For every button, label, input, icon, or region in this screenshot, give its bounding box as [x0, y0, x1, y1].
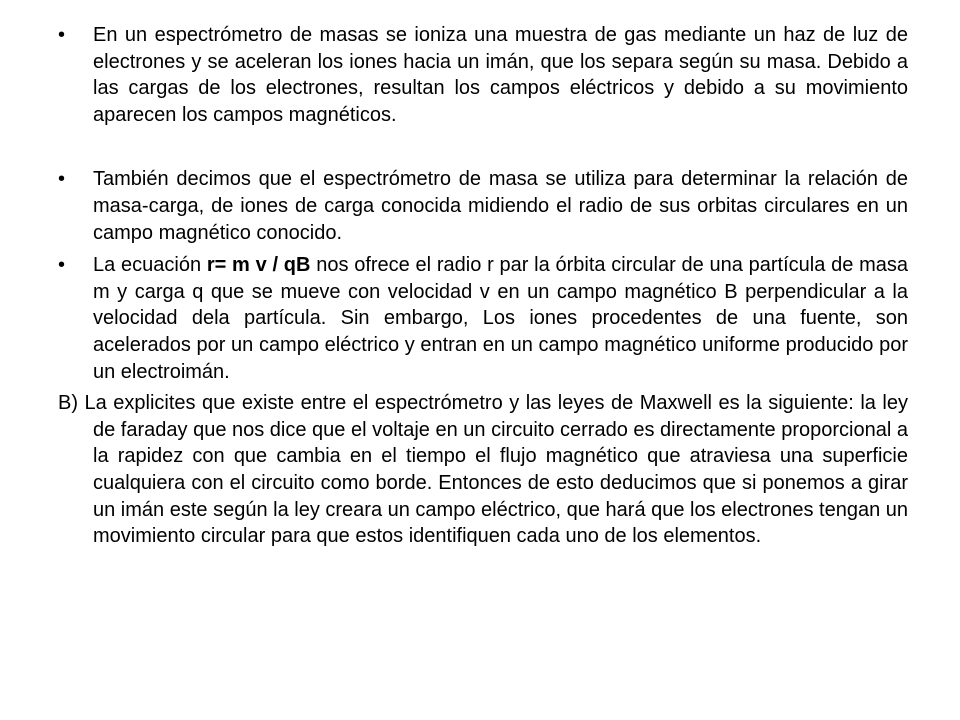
- bullet-item-mass-spectrometer: [58, 22, 908, 128]
- paragraph-text: En un espectrómetro de masas se ioniza una muestra de gas mediante un haz de luz de electrones y se aceleran los iones hacia un imán, que los separa según su masa. Debido a las cargas de los electrones, resultan los campos eléctricos y debido a su movimiento aparecen los campos magnéticos.: [93, 24, 908, 126]
- bullet-icon: •: [58, 168, 66, 191]
- bullet-item-mass-charge: [58, 166, 908, 246]
- section-b-paragraph: B) La explicites que existe entre el espectrómetro y las leyes de Maxwell es la siguiente: la ley de faraday que nos dice que el voltaje en un circuito cerrado es directamente proporcional a la rapidez con que cambia en el tiempo el flujo magnético que atraviesa una superficie cualquiera con el circuito como borde. Entonces de esto deducimos que si ponemos a girar un imán este según la ley creara un campo eléctrico, que hará que los electrones tengan un movimiento circular para que estos identifiquen cada uno de los elementos.: [58, 392, 908, 548]
- paragraph-text: También decimos que el espectrómetro de masa se utiliza para determinar la relación de masa-carga, de iones de carga conocida midiendo el radio de sus orbitas circulares en un campo magnético conocido.: [93, 168, 908, 244]
- paragraph-suffix: nos ofrece el radio r par la órbita circular de una partícula de masa m y carga q que se mueve con velocidad v en un campo magnético B perpendicular a la velocidad dela partícula. Sin embargo, Los iones procedentes de una fuente, son acelerados por un campo eléctrico y entran en un campo magnético uniforme producido por un electroimán.: [93, 254, 909, 383]
- bullet-icon: •: [58, 254, 66, 277]
- paragraph-prefix: La ecuación: [93, 254, 207, 277]
- equation-text: r= m v / qB: [206, 254, 311, 277]
- bullet-icon: •: [58, 24, 66, 46]
- bullet-item-equation: [58, 252, 908, 385]
- slide-body: [58, 22, 908, 550]
